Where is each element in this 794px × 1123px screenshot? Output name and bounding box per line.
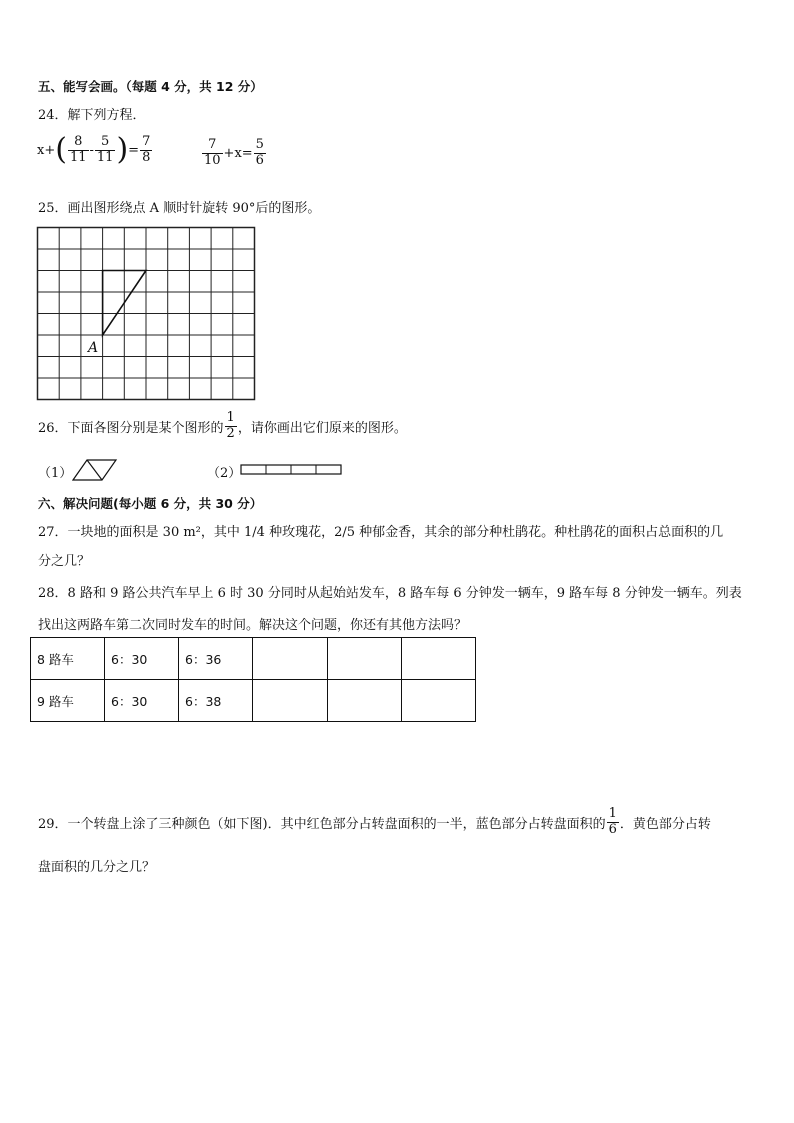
- table-cell[interactable]: [328, 638, 402, 680]
- q29-fraction: [607, 807, 619, 838]
- question-24-text: 24．解下列方程．: [38, 108, 146, 123]
- eq1-fraction-2: [95, 135, 116, 166]
- q26-numerator: 1: [226, 410, 235, 425]
- right-paren: ): [116, 132, 129, 168]
- q29-text-after: ．黄色部分占转: [619, 816, 711, 832]
- question-27-line-1: 27．一块地的面积是 30 m²，其中 1/4 种玫瑰花，2/5 种郁金香，其余的部分种杜鹃花。种杜鹃花的面积占总面积的几: [38, 525, 724, 540]
- eq2-r-denominator: 6: [255, 152, 264, 168]
- section-6-header: 六、解决问题(每小题 6 分，共 30 分）: [38, 496, 263, 511]
- left-paren: (: [55, 132, 67, 168]
- eq1-f1-numerator: 8: [74, 134, 83, 149]
- q26-label-2: （2）: [207, 466, 242, 481]
- table-cell: 6：36: [179, 638, 253, 680]
- q26-denominator: 2: [226, 425, 235, 441]
- equation-2: [201, 138, 267, 169]
- question-27-line-2: 分之几？: [38, 554, 91, 569]
- grid-lines: [38, 228, 255, 400]
- eq1-f2-denominator: 11: [96, 149, 114, 165]
- table-cell[interactable]: [328, 680, 402, 722]
- eq2-r-numerator: 5: [255, 137, 264, 152]
- equation-1: [37, 132, 153, 168]
- eq1-fraction-1: [68, 135, 89, 166]
- eq1-r-numerator: 7: [142, 134, 151, 149]
- rotation-grid: [36, 226, 258, 402]
- q29-denominator: 6: [608, 821, 617, 837]
- q26-fraction: [225, 411, 237, 442]
- table-row: [31, 680, 476, 722]
- eq2-f-numerator: 7: [208, 137, 217, 152]
- question-29-line-1: [38, 807, 711, 838]
- table-cell[interactable]: [402, 638, 476, 680]
- eq2-fraction: [202, 138, 223, 169]
- eq2-result-fraction: [254, 138, 266, 169]
- eq2-middle: +x=: [223, 145, 253, 161]
- table-cell[interactable]: [253, 680, 328, 722]
- question-28-line-2: 找出这两路车第二次同时发车的时间。解决这个问题，你还有其他方法吗？: [38, 618, 468, 633]
- eq1-minus: -: [89, 142, 94, 158]
- section-5-header: 五、能写会画。（每题 4 分，共 12 分）: [38, 79, 263, 94]
- table-cell[interactable]: [402, 680, 476, 722]
- table-cell: 8 路车: [31, 638, 105, 680]
- eq1-f2-numerator: 5: [101, 134, 110, 149]
- table-cell: 6：38: [179, 680, 253, 722]
- eq1-r-denominator: 8: [142, 149, 151, 165]
- half-shape-1: [72, 458, 118, 482]
- point-a-label: A: [88, 340, 99, 356]
- q29-numerator: 1: [608, 806, 617, 821]
- eq1-equals: =: [128, 142, 140, 158]
- q26-label-1: （1）: [38, 466, 73, 481]
- q29-text-before: 29．一个转盘上涂了三种颜色（如下图)．其中红色部分占转盘面积的一半，蓝色部分占转盘面积的: [38, 816, 606, 832]
- question-26-text: [38, 411, 407, 442]
- eq1-prefix: x+: [37, 142, 56, 158]
- question-25-text: 25．画出图形绕点 A 顺时针旋转 90°后的图形。: [38, 201, 321, 216]
- table-cell: 6：30: [105, 638, 179, 680]
- q26-text-before: 26．下面各图分别是某个图形的: [38, 420, 224, 436]
- table-cell[interactable]: [253, 638, 328, 680]
- table-cell: 6：30: [105, 680, 179, 722]
- eq2-f-denominator: 10: [204, 152, 221, 168]
- question-28-line-1: 28．8 路和 9 路公共汽车早上 6 时 30 分同时从起始站发车，8 路车每 6 分钟发一辆车，9 路车每 8 分钟发一辆车。列表: [38, 586, 742, 601]
- eq1-result-fraction: [140, 135, 152, 166]
- eq1-f1-denominator: 11: [69, 149, 87, 165]
- table-row: [31, 638, 476, 680]
- question-29-line-2: 盘面积的几分之几？: [38, 860, 156, 875]
- q26-text-after: ，请你画出它们原来的图形。: [237, 420, 407, 436]
- bus-schedule-table: [30, 637, 476, 722]
- half-shape-2: [240, 464, 344, 476]
- table-cell: 9 路车: [31, 680, 105, 722]
